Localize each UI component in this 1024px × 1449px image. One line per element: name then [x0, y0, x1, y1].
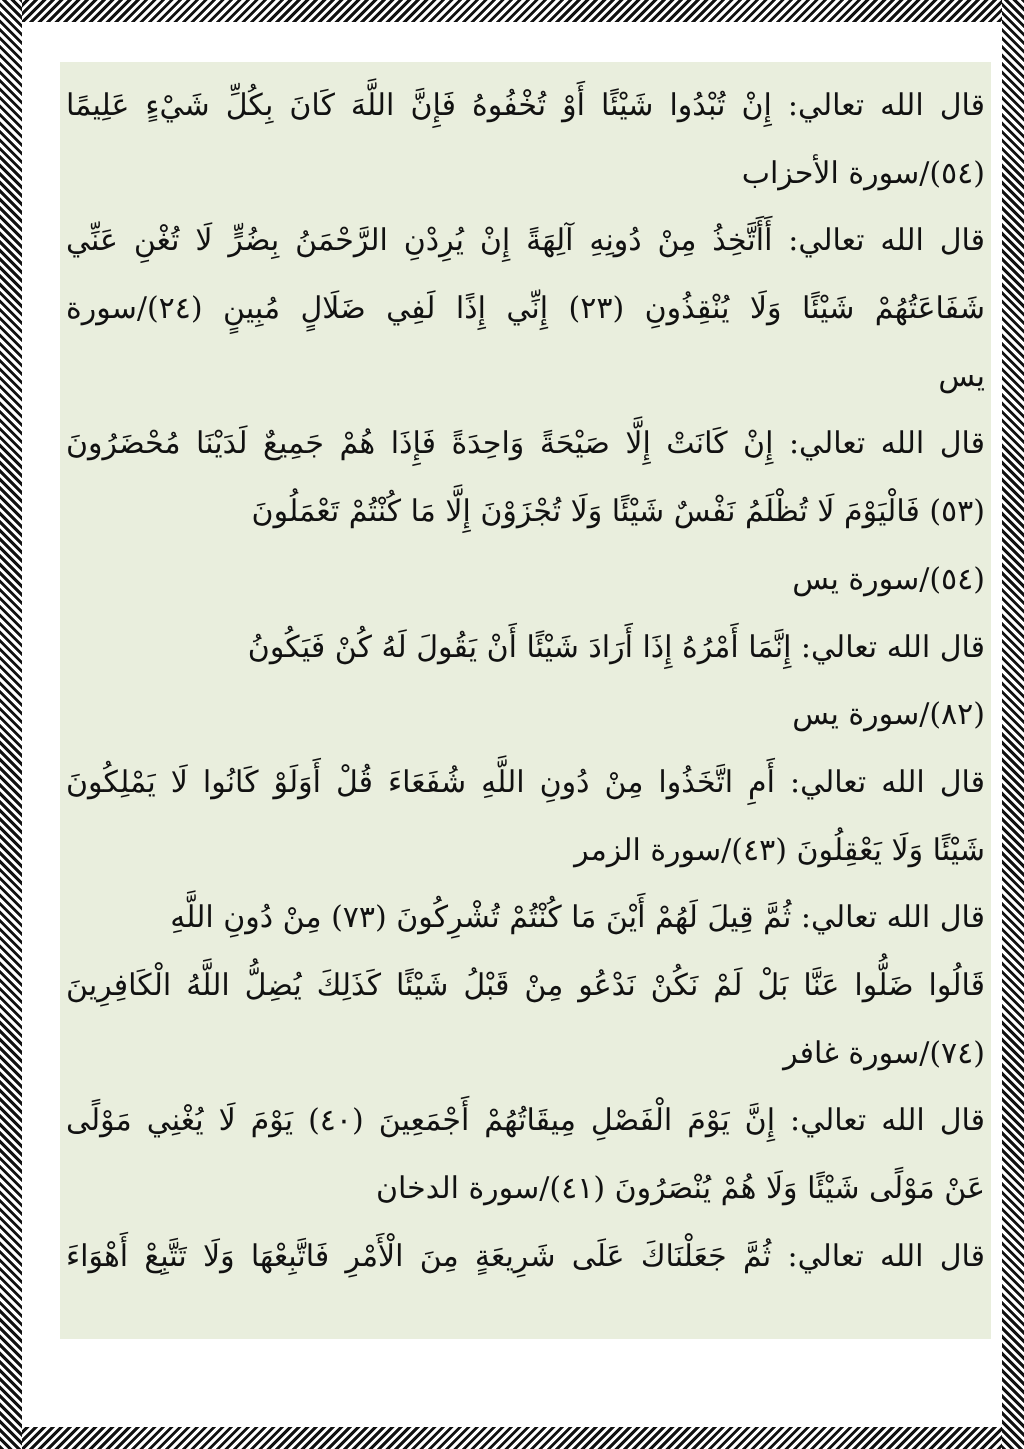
text-line: قَالُوا ضَلُّوا عَنَّا بَلْ لَمْ نَكُنْ نَدْعُو مِنْ قَبْلُ شَيْئًا كَذَلِكَ يُضِلُّ اللَّهُ الْكَافِرِينَ	[66, 967, 985, 1003]
text-line: شَيْئًا وَلَا يَعْقِلُونَ (٤٣)/سورة الزمر	[574, 832, 985, 868]
decorative-border-left	[0, 0, 22, 1449]
text-line: (٨٢)/سورة يس	[792, 697, 985, 733]
decorative-border-top	[0, 0, 1024, 22]
text-line: قال الله تعالي: إِنْ كَانَتْ إِلَّا صَيْحَةً وَاحِدَةً فَإِذَا هُمْ جَمِيعٌ لَدَيْنَا مُحْضَرُونَ	[66, 426, 985, 462]
decorative-border-right	[1002, 0, 1024, 1449]
text-line: (٥٤)/سورة يس	[792, 561, 985, 597]
text-line: (٥٤)/سورة الأحزاب	[741, 155, 985, 191]
text-line: قال الله تعالي: إِنَّمَا أَمْرُهُ إِذَا أَرَادَ شَيْئًا أَنْ يَقُولَ لَهُ كُنْ فَيَكُونُ	[247, 629, 985, 665]
text-line: شَفَاعَتُهُمْ شَيْئًا وَلَا يُنْقِذُونِ (٢٣) إِنِّي إِذًا لَفِي ضَلَالٍ مُبِينٍ (٢٤)/سورة	[66, 291, 985, 327]
text-line: (٥٣) فَالْيَوْمَ لَا تُظْلَمُ نَفْسٌ شَيْئًا وَلَا تُجْزَوْنَ إِلَّا مَا كُنْتُمْ تَعْمَلُونَ	[251, 494, 985, 530]
text-line: عَنْ مَوْلًى شَيْئًا وَلَا هُمْ يُنْصَرُونَ (٤١)/سورة الدخان	[375, 1171, 985, 1206]
text-line: قال الله تعالي: ثُمَّ جَعَلْنَاكَ عَلَى شَرِيعَةٍ مِنَ الْأَمْرِ فَاتَّبِعْهَا وَلَا تَتَّبِعْ أَهْوَاءَ	[66, 1238, 985, 1274]
text-line: قال الله تعالي: إِنْ تُبْدُوا شَيْئًا أَوْ تُخْفُوهُ فَإِنَّ اللَّهَ كَانَ بِكُلِّ شَيْءٍ عَلِيمًا	[66, 88, 985, 123]
text-line: يس	[938, 358, 985, 394]
text-line: قال الله تعالي: ثُمَّ قِيلَ لَهُمْ أَيْنَ مَا كُنْتُمْ تُشْرِكُونَ (٧٣) مِنْ دُونِ اللَّهِ	[170, 900, 985, 936]
text-line: (٧٤)/سورة غافر	[783, 1035, 985, 1071]
text-line: قال الله تعالي: أَأَتَّخِذُ مِنْ دُونِهِ آلِهَةً إِنْ يُرِدْنِ الرَّحْمَنُ بِضُرٍّ لَا تُغْنِ عَنِّي	[66, 223, 985, 259]
text-line: قال الله تعالي: أَمِ اتَّخَذُوا مِنْ دُونِ اللَّهِ شُفَعَاءَ قُلْ أَوَلَوْ كَانُوا لَا يَمْلِكُونَ	[66, 764, 985, 800]
decorative-border-bottom	[0, 1427, 1024, 1449]
text-line: قال الله تعالي: إِنَّ يَوْمَ الْفَصْلِ مِيقَاتُهُمْ أَجْمَعِينَ (٤٠) يَوْمَ لَا يُغْنِي مَوْلًى	[66, 1103, 985, 1139]
text-block	[60, 62, 991, 1339]
